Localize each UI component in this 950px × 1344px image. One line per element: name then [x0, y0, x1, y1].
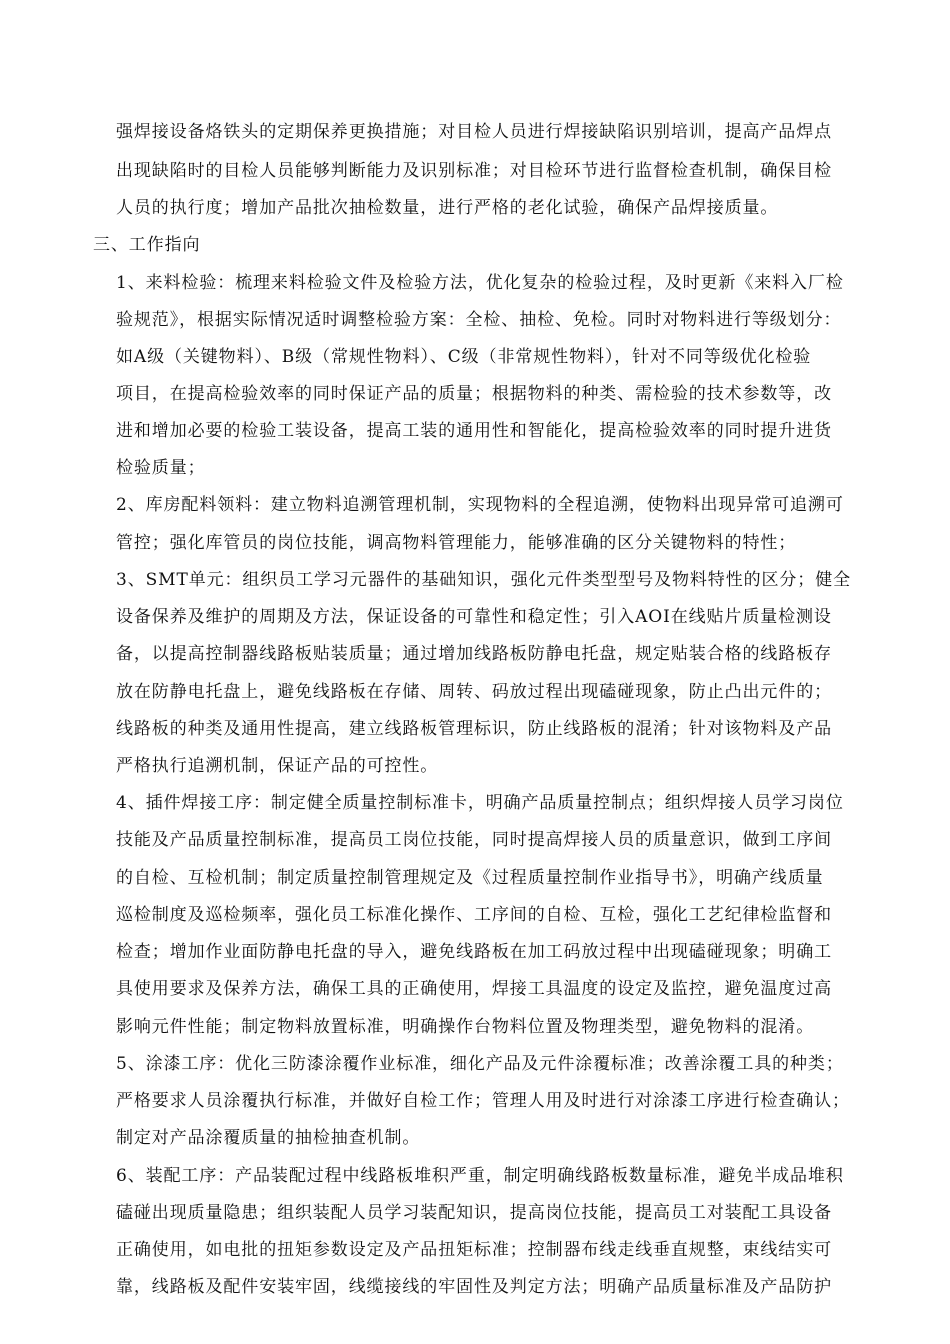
item-2-line: 2、库房配料领料：建立物料追溯管理机制，实现物料的全程追溯，使物料出现异常可追溯可 [116, 495, 844, 515]
item-4-line: 影响元件性能；制定物料放置标准，明确操作台物料位置及物理类型，避免物料的混淆。 [116, 1017, 815, 1037]
item-3-line: 备，以提高控制器线路板贴装质量；通过增加线路板防静电托盘，规定贴装合格的线路板存 [116, 644, 832, 664]
item-4-line: 检查；增加作业面防静电托盘的导入，避免线路板在加工码放过程中出现磕碰现象；明确工 [116, 942, 832, 962]
item-2-line: 管控；强化库管员的岗位技能，调高物料管理能力，能够准确的区分关键物料的特性； [116, 533, 797, 553]
continuation-line: 强焊接设备烙铁头的定期保养更换措施；对目检人员进行焊接缺陷识别培训，提高产品焊点 [116, 122, 832, 142]
item-5-line: 5、涂漆工序：优化三防漆涂覆作业标准，细化产品及元件涂覆标准；改善涂覆工具的种类； [116, 1054, 844, 1074]
item-3-line: 放在防静电托盘上，避免线路板在存储、周转、码放过程出现磕碰现象，防止凸出元件的； [116, 682, 832, 702]
item-1-line: 检验质量； [116, 458, 206, 478]
item-4-line: 的自检、互检机制；制定质量控制管理规定及《过程质量控制作业指导书》，明确产线质量 [116, 868, 824, 888]
item-6-line: 正确使用，如电批的扭矩参数设定及产品扭矩标准；控制器布线走线垂直规整，束线结实可 [116, 1240, 832, 1260]
item-1-line: 验规范》，根据实际情况适时调整检验方案：全检、抽检、免检。同时对物料进行等级划分： [116, 310, 842, 330]
item-6-line: 磕碰出现质量隐患；组织装配人员学习装配知识，提高岗位技能，提高员工对装配工具设备 [116, 1203, 832, 1223]
item-4-line: 巡检制度及巡检频率，强化员工标准化操作、工序间的自检、互检，强化工艺纪律检监督和 [116, 905, 832, 925]
item-5-line: 严格要求人员涂覆执行标准，并做好自检工作；管理人用及时进行对涂漆工序进行检查确认； [116, 1091, 850, 1111]
item-3-line: 线路板的种类及通用性提高，建立线路板管理标识，防止线路板的混淆；针对该物料及产品 [116, 719, 832, 739]
item-3-line: 设备保养及维护的周期及方法，保证设备的可靠性和稳定性；引入AOI在线贴片质量检测设 [116, 607, 832, 627]
item-6-line: 靠，线路板及配件安装牢固，线缆接线的牢固性及判定方法；明确产品质量标准及产品防护 [116, 1277, 832, 1297]
item-1-line: 进和增加必要的检验工装设备，提高工装的通用性和智能化，提高检验效率的同时提升进货 [116, 421, 832, 441]
item-4-line: 4、插件焊接工序：制定健全质量控制标准卡，明确产品质量控制点；组织焊接人员学习岗位 [116, 793, 844, 813]
item-5-line: 制定对产品涂覆质量的抽检抽查机制。 [116, 1128, 421, 1148]
continuation-line: 出现缺陷时的目检人员能够判断能力及识别标准；对目检环节进行监督检查机制，确保目检 [116, 161, 832, 181]
item-1-line: 1、来料检验：梳理来料检验文件及检验方法，优化复杂的检验过程，及时更新《来料入厂检 [116, 273, 844, 293]
item-6-line: 6、装配工序：产品装配过程中线路板堆积严重，制定明确线路板数量标准，避免半成品堆积 [116, 1166, 844, 1186]
item-3-line: 严格执行追溯机制，保证产品的可控性。 [116, 756, 439, 776]
continuation-line: 人员的执行度；增加产品批次抽检数量，进行严格的老化试验，确保产品焊接质量。 [116, 198, 779, 218]
item-4-line: 具使用要求及保养方法，确保工具的正确使用，焊接工具温度的设定及监控，避免温度过高 [116, 979, 832, 999]
item-1-line: 项目，在提高检验效率的同时保证产品的质量；根据物料的种类、需检验的技术参数等，改 [116, 384, 832, 404]
item-3-line: 3、SMT单元：组织员工学习元器件的基础知识，强化元件类型型号及物料特性的区分；健全 [116, 570, 852, 590]
section-heading: 三、工作指向 [93, 235, 201, 255]
item-4-line: 技能及产品质量控制标准，提高员工岗位技能，同时提高焊接人员的质量意识，做到工序间 [116, 830, 832, 850]
item-1-line: 如A级（关键物料）、B级（常规性物料）、C级（非常规性物料），针对不同等级优化检验 [116, 347, 812, 367]
